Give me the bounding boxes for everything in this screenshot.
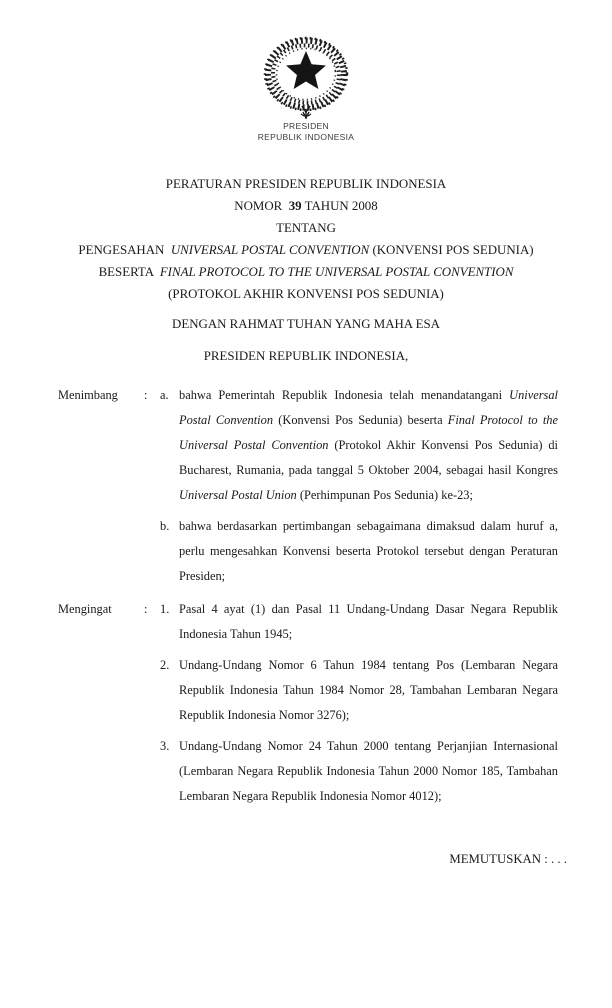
section-items [160,383,558,589]
section-items [160,597,558,809]
emblem-caption-line2: REPUBLIK INDONESIA [257,132,355,142]
clause-text: Undang-Undang Nomor 24 Tahun 2000 tentang Perjanjian Internasional (Lembaran Negara Republik Indonesia Tahun 2000 Nomor 185, Tambahan Lembaran Negara Republik Indonesia Nomor 4012); [179,739,558,803]
title-motto: DENGAN RAHMAT TUHAN YANG MAHA ESA [172,317,440,331]
clause-text: bahwa berdasarkan pertimbangan sebagaimana dimaksud dalam huruf a, perlu mengesahkan Konvensi beserta Protokol tersebut dengan Peraturan Presiden; [179,519,558,583]
section-mengingat [58,597,558,809]
clause-marker: a. [160,388,169,402]
clause-marker: b. [160,519,170,533]
emblem-caption-line1: PRESIDEN [283,121,329,131]
title-subject-1: PENGESAHAN UNIVERSAL POSTAL CONVENTION (KONVENSI POS SEDUNIA) [78,243,534,257]
title-regulation: PERATURAN PRESIDEN REPUBLIK INDONESIA [165,177,447,191]
section-colon: : [144,388,148,402]
document-body [58,383,558,809]
star-wreath-icon [258,34,354,120]
clause-mengingat-3 [160,734,558,809]
title-tentang: TENTANG [276,221,336,235]
clause-text: Undang-Undang Nomor 6 Tahun 1984 tentang Pos (Lembaran Negara Republik Indonesia Tahun 1984 Nomor 28, Tambahan Lembaran Negara Republik Indonesia Nomor 3276); [179,658,558,722]
section-label: Mengingat [58,602,112,616]
clause-mengingat-2 [160,653,558,728]
section-colon: : [144,602,148,616]
title-subject-2: BESERTA FINAL PROTOCOL TO THE UNIVERSAL POSTAL CONVENTION [98,265,514,279]
title-issuer: PRESIDEN REPUBLIK INDONESIA, [203,349,409,363]
clause-text: Pasal 4 ayat (1) dan Pasal 11 Undang-Undang Dasar Negara Republik Indonesia Tahun 1945; [179,602,558,641]
section-label: Menimbang [58,388,118,402]
title-subject-3: (PROTOKOL AKHIR KONVENSI POS SEDUNIA) [168,287,444,301]
clause-marker: 3. [160,739,170,753]
clause-text: bahwa Pemerintah Republik Indonesia telah menandatangani Universal Postal Convention (Konvensi Pos Sedunia) beserta Final Protocol to the Universal Postal Convention (Protokol Akhir Konvensi Pos Sedunia) di Bucharest, Rumania, pada tanggal 5 Oktober 2004, sebagai hasil Kongres Universal Postal Union (Perhimpunan Pos Sedunia) ke-23; [179,388,558,502]
presidential-emblem [206,34,406,143]
emblem-caption [258,121,355,143]
section-menimbang [58,383,558,589]
clause-marker: 2. [160,658,170,672]
clause-marker: 1. [160,602,170,616]
clause-menimbang-a [160,383,558,508]
clause-menimbang-b [160,514,558,589]
clause-mengingat-1 [160,597,558,647]
document-title-block [0,173,612,367]
title-number: NOMOR 39 TAHUN 2008 [234,199,378,213]
continuation-marker: MEMUTUSKAN : . . . [449,852,567,866]
